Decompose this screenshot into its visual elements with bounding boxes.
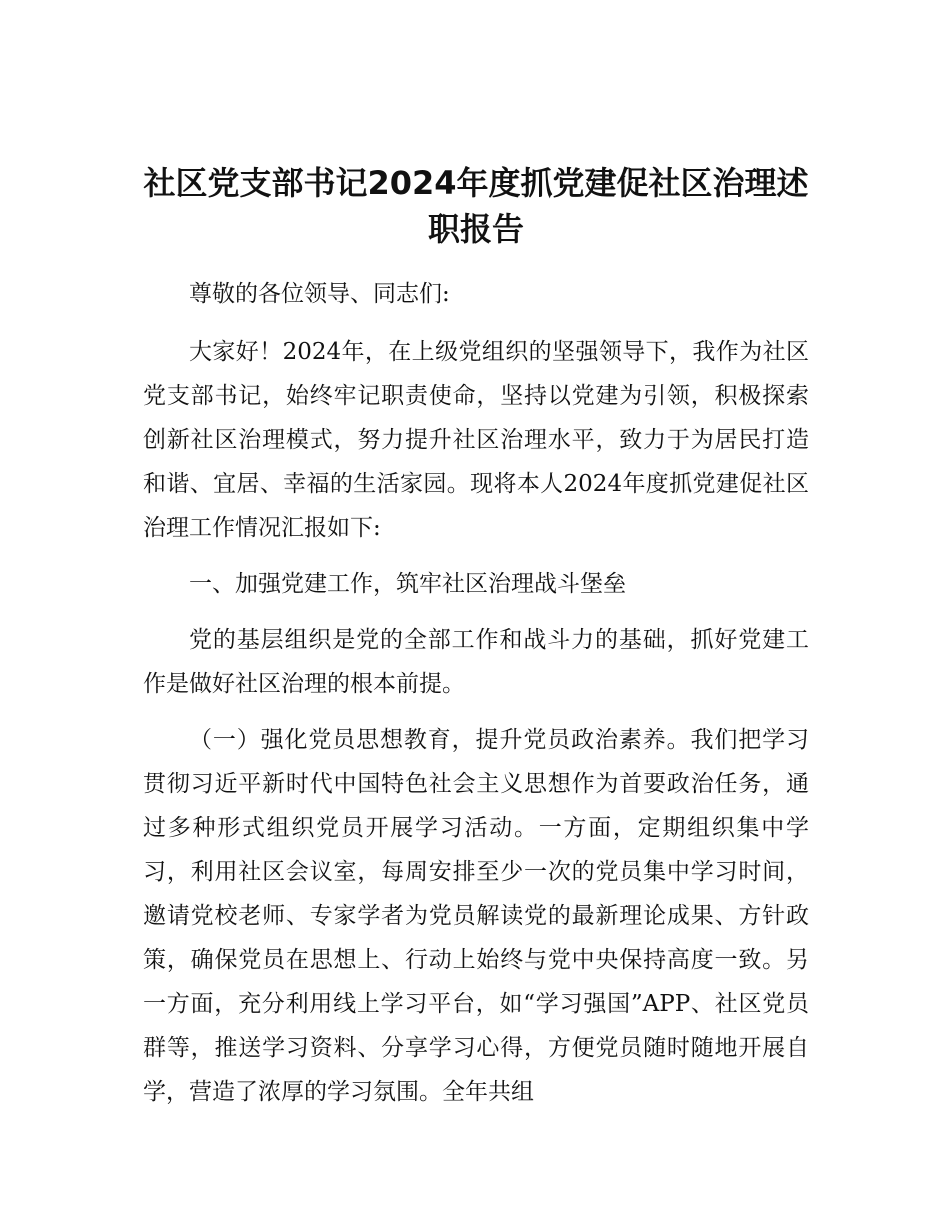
- document-title: [143, 160, 809, 252]
- section-1-paragraph: 党的基层组织是党的全部工作和战斗力的基础，抓好党建工作是做好社区治理的根本前提。: [143, 627, 809, 697]
- salutation: 尊敬的各位领导、同志们:: [189, 281, 450, 307]
- subsection-1-paragraph: （一）强化党员思想教育，提升党员政治素养。我们把学习贯彻习近平新时代中国特色社会主义思想作为首要政治任务，通过多种形式组织党员开展学习活动。一方面，定期组织集中学习，利用社区会议室，每周安排至少一次的党员集中学习时间，邀请党校老师、专家学者为党员解读党的最新理论成果、方针政策，确保党员在思想上、行动上始终与党中央保持高度一致。另一方面，充分利用线上学习平台，如“学习强国”APP、社区党员群等，推送学习资料、分享学习心得，方便党员随时随地开展自学，营造了浓厚的学习氛围。全年共组: [143, 727, 809, 1105]
- title-line-1: 社区党支部书记2024年度抓党建促社区治理述: [143, 164, 809, 202]
- title-line-2: 职报告: [427, 210, 524, 248]
- document-page: [143, 160, 809, 1126]
- section-1-heading: 一、加强党建工作，筑牢社区治理战斗堡垒: [189, 571, 626, 597]
- intro-paragraph: 大家好！2024年，在上级党组织的坚强领导下，我作为社区党支部书记，始终牢记职责使命，坚持以党建为引领，积极探索创新社区治理模式，努力提升社区治理水平，致力于为居民打造和谐、宜居、幸福的生活家园。现将本人2024年度抓党建促社区治理工作情况汇报如下:: [143, 339, 809, 541]
